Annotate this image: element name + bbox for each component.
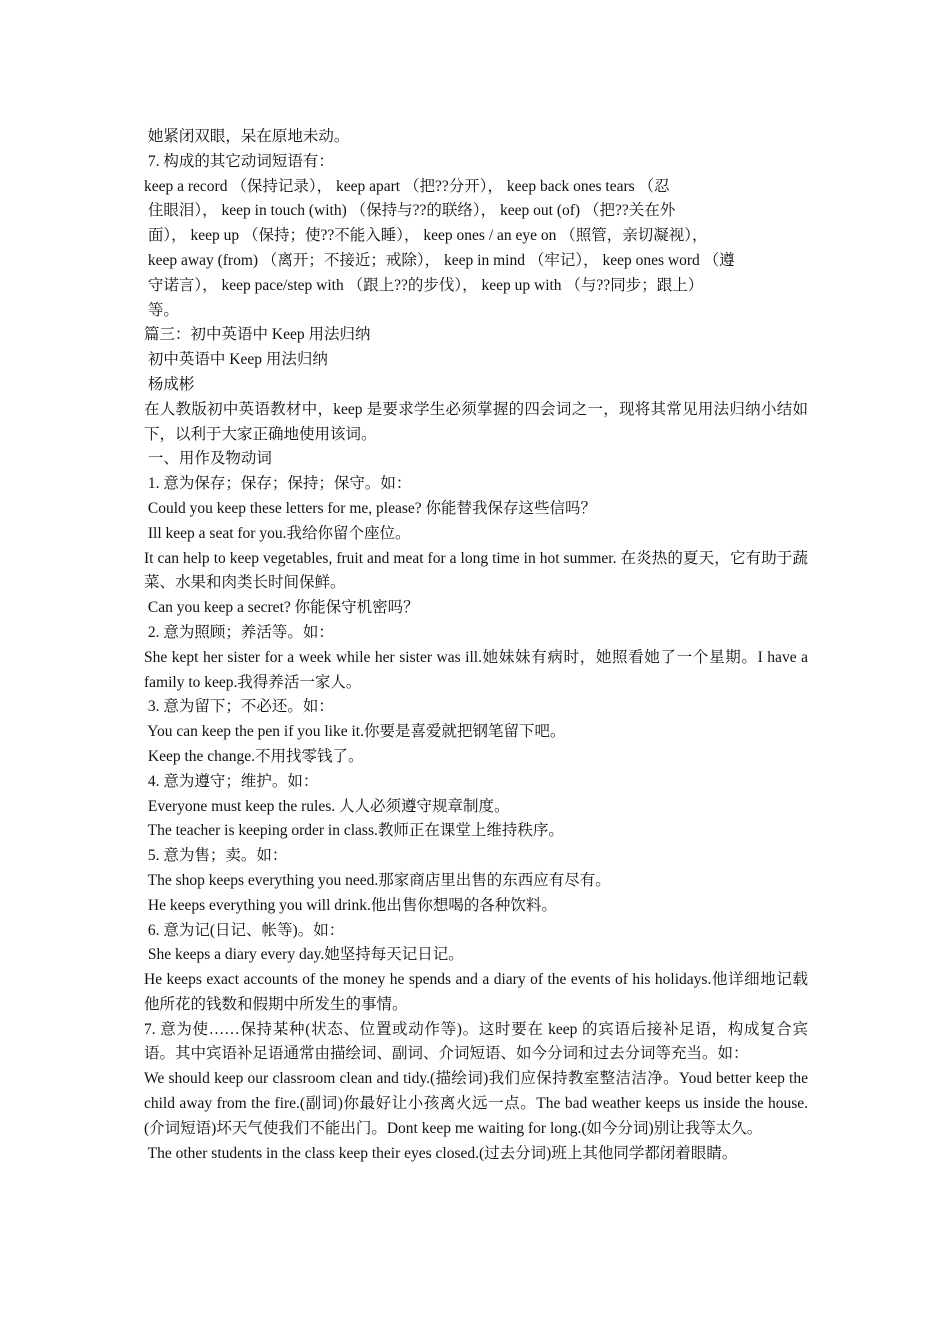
usage-2 (144, 621, 808, 695)
example-sentence: The teacher is keeping order in class.教师正在课堂上维持秩序。 (144, 822, 564, 840)
usage-heading: 6. 意为记(日记、帐等)。如： (144, 921, 345, 939)
article-title: 初中英语中 Keep 用法归纳 (144, 351, 328, 369)
phrase-line-1: keep a record （保持记录）， keep apart （把??分开）， keep back ones tears （忍 (144, 177, 670, 195)
article-author: 杨成彬 (144, 375, 195, 393)
usage-heading: 4. 意为遵守；维护。如： (144, 772, 319, 790)
section-heading: 篇三：初中英语中 Keep 用法归纳 (144, 326, 371, 344)
example-sentence: Everyone must keep the rules. 人人必须遵守规章制度。 (144, 797, 510, 815)
example-sentence: The shop keeps everything you need.那家商店里出售的东西应有尽有。 (144, 871, 611, 889)
usage-5 (144, 844, 808, 918)
example-sentence: You can keep the pen if you like it.你要是喜爱就把钢笔留下吧。 (144, 723, 566, 741)
phrase-line-6: 等。 (144, 301, 179, 319)
phrase-line-3: 面）， keep up （保持；使??不能入睡）， keep ones / an eye on （照管，亲切凝视）， (144, 227, 708, 245)
example-sentence: Could you keep these letters for me, please? 你能替我保存这些信吗？ (144, 499, 596, 517)
phrase-list (144, 175, 808, 324)
example-sentence: The other students in the class keep their eyes closed.(过去分词)班上其他同学都闭着眼睛。 (144, 1144, 738, 1162)
usage-7 (144, 1018, 808, 1167)
usage-1 (144, 472, 808, 621)
usage-3 (144, 695, 808, 769)
phrase-line-2: 住眼泪）， keep in touch (with) （保持与??的联络）， keep out (of) （把??关在外 (144, 202, 676, 220)
example-sentence: Keep the change.不用找零钱了。 (144, 747, 364, 765)
example-sentence: She keeps a diary every day.她坚持每天记日记。 (144, 946, 464, 964)
article-intro: 在人教版初中英语教材中，keep 是要求学生必须掌握的四会词之一，现将其常见用法归纳小结如下，以利于大家正确地使用该词。 (144, 400, 808, 443)
example-sentence: We should keep our classroom clean and tidy.(描绘词)我们应保持教室整洁洁净。Youd better keep the child away from the fire.(副词)你最好让小孩离火远一点。The bad weather keeps us inside the house.(介词短语)坏天气使我们不能出门。Dont keep me waiting for long.(如今分词)别让我等太久。 (144, 1070, 808, 1137)
example-sentence: He keeps everything you will drink.他出售你想喝的各种饮料。 (144, 896, 557, 914)
usage-heading: 5. 意为售；卖。如： (144, 847, 288, 865)
usage-6 (144, 919, 808, 1018)
example-sentence: Ill keep a seat for you.我给你留个座位。 (144, 524, 411, 542)
usage-4 (144, 770, 808, 844)
usage-heading: 2. 意为照顾；养活等。如： (144, 623, 334, 641)
part-heading: 一、用作及物动词 (144, 450, 272, 468)
phrase-line-4: keep away (from) （离开；不接近；戒除）， keep in mind （牢记）， keep ones word （遵 (144, 251, 735, 269)
example-sentence: Can you keep a secret? 你能保守机密吗？ (144, 599, 419, 617)
example-sentence: It can help to keep vegetables, fruit and meat for a long time in hot summer. 在炎热的夏天，它有助于蔬菜、水果和肉类长时间保鲜。 (144, 549, 808, 592)
usage-heading: 3. 意为留下；不必还。如： (144, 698, 334, 716)
usage-heading: 7. 意为使……保持某种(状态、位置或动作等)。这时要在 keep 的宾语后接补足语，构成复合宾语。其中宾语补足语通常由描绘词、副词、介词短语、如今分词和过去分词等充当。如： (144, 1020, 808, 1063)
intro-line-2: 7. 构成的其它动词短语有： (144, 152, 334, 170)
example-sentence: She kept her sister for a week while her sister was ill.她妹妹有病时，她照看她了一个星期。I have a family to keep.我得养活一家人。 (144, 648, 808, 691)
document-page (144, 125, 808, 1166)
phrase-line-5: 守诺言）， keep pace/step with （跟上??的步伐）， keep up with （与??同步；跟上） (144, 276, 704, 294)
example-sentence: He keeps exact accounts of the money he spends and a diary of the events of his holidays.他详细地记载他所花的钱数和假期中所发生的事情。 (144, 971, 808, 1013)
usage-heading: 1. 意为保存；保存；保持；保守。如： (144, 475, 412, 493)
intro-line-1: 她紧闭双眼，呆在原地未动。 (144, 128, 350, 145)
